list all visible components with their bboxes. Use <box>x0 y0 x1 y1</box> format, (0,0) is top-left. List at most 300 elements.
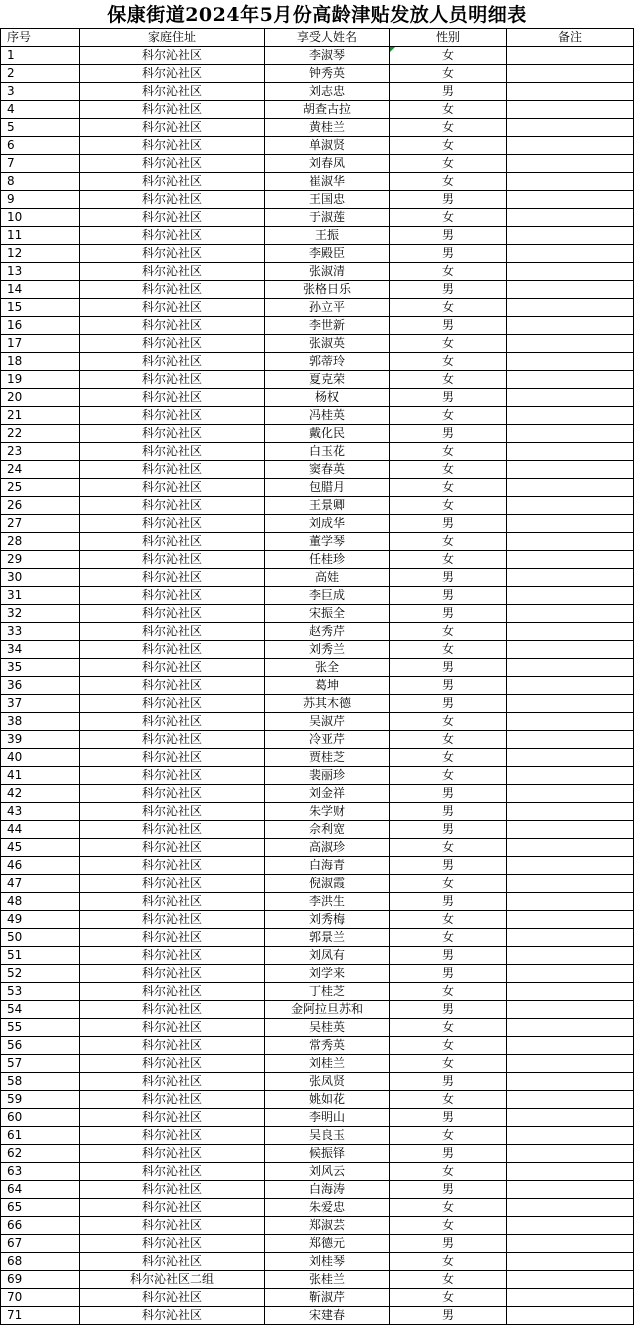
cell-gender[interactable]: 男 <box>390 785 507 803</box>
cell-gender[interactable]: 女 <box>390 911 507 929</box>
cell-name[interactable]: 王景卿 <box>265 497 390 515</box>
cell-address[interactable]: 科尔沁社区 <box>80 47 265 65</box>
cell-remark[interactable] <box>507 1127 634 1145</box>
cell-remark[interactable] <box>507 1181 634 1199</box>
cell-index[interactable]: 59 <box>1 1091 80 1109</box>
cell-index[interactable]: 64 <box>1 1181 80 1199</box>
cell-gender[interactable]: 女 <box>390 155 507 173</box>
cell-gender[interactable]: 男 <box>390 425 507 443</box>
cell-name[interactable]: 葛坤 <box>265 677 390 695</box>
cell-name[interactable]: 于淑莲 <box>265 209 390 227</box>
cell-address[interactable]: 科尔沁社区 <box>80 857 265 875</box>
cell-gender[interactable]: 女 <box>390 407 507 425</box>
cell-name[interactable]: 刘桂兰 <box>265 1055 390 1073</box>
cell-index[interactable]: 52 <box>1 965 80 983</box>
cell-name[interactable]: 单淑贤 <box>265 137 390 155</box>
cell-name[interactable]: 吴桂英 <box>265 1019 390 1037</box>
cell-remark[interactable] <box>507 605 634 623</box>
cell-name[interactable]: 刘春凤 <box>265 155 390 173</box>
cell-address[interactable]: 科尔沁社区 <box>80 1217 265 1235</box>
cell-index[interactable]: 67 <box>1 1235 80 1253</box>
cell-name[interactable]: 李巨成 <box>265 587 390 605</box>
cell-name[interactable]: 郑德元 <box>265 1235 390 1253</box>
cell-address[interactable]: 科尔沁社区 <box>80 569 265 587</box>
cell-address[interactable]: 科尔沁社区 <box>80 911 265 929</box>
cell-address[interactable]: 科尔沁社区 <box>80 83 265 101</box>
cell-gender[interactable]: 男 <box>390 1073 507 1091</box>
cell-address[interactable]: 科尔沁社区 <box>80 893 265 911</box>
header-index[interactable]: 序号 <box>1 29 80 47</box>
cell-name[interactable]: 郭景兰 <box>265 929 390 947</box>
cell-remark[interactable] <box>507 425 634 443</box>
cell-address[interactable]: 科尔沁社区 <box>80 191 265 209</box>
cell-address[interactable]: 科尔沁社区 <box>80 1145 265 1163</box>
cell-gender[interactable]: 男 <box>390 569 507 587</box>
cell-gender[interactable]: 女 <box>390 1253 507 1271</box>
cell-gender[interactable]: 男 <box>390 1235 507 1253</box>
cell-address[interactable]: 科尔沁社区 <box>80 1037 265 1055</box>
cell-index[interactable]: 14 <box>1 281 80 299</box>
cell-remark[interactable] <box>507 1217 634 1235</box>
cell-index[interactable]: 50 <box>1 929 80 947</box>
cell-index[interactable]: 45 <box>1 839 80 857</box>
cell-gender[interactable]: 女 <box>390 929 507 947</box>
cell-index[interactable]: 15 <box>1 299 80 317</box>
cell-gender[interactable]: 女 <box>390 101 507 119</box>
cell-remark[interactable] <box>507 785 634 803</box>
cell-remark[interactable] <box>507 983 634 1001</box>
cell-name[interactable]: 金阿拉旦苏和 <box>265 1001 390 1019</box>
cell-address[interactable]: 科尔沁社区 <box>80 353 265 371</box>
cell-gender[interactable]: 女 <box>390 749 507 767</box>
header-name[interactable]: 享受人姓名 <box>265 29 390 47</box>
cell-gender[interactable]: 女 <box>390 497 507 515</box>
cell-address[interactable]: 科尔沁社区 <box>80 1109 265 1127</box>
cell-index[interactable]: 65 <box>1 1199 80 1217</box>
cell-gender[interactable]: 女 <box>390 713 507 731</box>
cell-gender[interactable]: 男 <box>390 515 507 533</box>
cell-index[interactable]: 54 <box>1 1001 80 1019</box>
cell-address[interactable]: 科尔沁社区 <box>80 1181 265 1199</box>
cell-address[interactable]: 科尔沁社区 <box>80 677 265 695</box>
cell-name[interactable]: 杨权 <box>265 389 390 407</box>
cell-remark[interactable] <box>507 299 634 317</box>
cell-address[interactable]: 科尔沁社区 <box>80 659 265 677</box>
cell-address[interactable]: 科尔沁社区 <box>80 119 265 137</box>
cell-gender[interactable]: 男 <box>390 587 507 605</box>
cell-address[interactable]: 科尔沁社区 <box>80 533 265 551</box>
cell-name[interactable]: 刘成华 <box>265 515 390 533</box>
cell-index[interactable]: 7 <box>1 155 80 173</box>
cell-address[interactable]: 科尔沁社区 <box>80 479 265 497</box>
cell-remark[interactable] <box>507 497 634 515</box>
cell-index[interactable]: 68 <box>1 1253 80 1271</box>
cell-address[interactable]: 科尔沁社区 <box>80 1235 265 1253</box>
cell-name[interactable]: 刘学来 <box>265 965 390 983</box>
cell-gender[interactable]: 女 <box>390 47 507 65</box>
cell-remark[interactable] <box>507 245 634 263</box>
cell-gender[interactable]: 女 <box>390 353 507 371</box>
cell-address[interactable]: 科尔沁社区二组 <box>80 1271 265 1289</box>
cell-remark[interactable] <box>507 47 634 65</box>
cell-name[interactable]: 胡查古拉 <box>265 101 390 119</box>
cell-gender[interactable]: 女 <box>390 731 507 749</box>
cell-address[interactable]: 科尔沁社区 <box>80 425 265 443</box>
cell-remark[interactable] <box>507 173 634 191</box>
cell-gender[interactable]: 男 <box>390 695 507 713</box>
cell-index[interactable]: 19 <box>1 371 80 389</box>
cell-index[interactable]: 30 <box>1 569 80 587</box>
cell-name[interactable]: 朱爱忠 <box>265 1199 390 1217</box>
cell-index[interactable]: 18 <box>1 353 80 371</box>
cell-address[interactable]: 科尔沁社区 <box>80 1199 265 1217</box>
cell-name[interactable]: 白海青 <box>265 857 390 875</box>
cell-gender[interactable]: 女 <box>390 479 507 497</box>
cell-address[interactable]: 科尔沁社区 <box>80 1289 265 1307</box>
cell-gender[interactable]: 女 <box>390 1199 507 1217</box>
cell-remark[interactable] <box>507 569 634 587</box>
cell-address[interactable]: 科尔沁社区 <box>80 245 265 263</box>
cell-remark[interactable] <box>507 443 634 461</box>
cell-name[interactable]: 董学琴 <box>265 533 390 551</box>
cell-index[interactable]: 43 <box>1 803 80 821</box>
cell-index[interactable]: 29 <box>1 551 80 569</box>
cell-index[interactable]: 33 <box>1 623 80 641</box>
cell-index[interactable]: 51 <box>1 947 80 965</box>
cell-remark[interactable] <box>507 1271 634 1289</box>
cell-gender[interactable]: 女 <box>390 173 507 191</box>
cell-index[interactable]: 10 <box>1 209 80 227</box>
cell-remark[interactable] <box>507 1307 634 1325</box>
cell-index[interactable]: 12 <box>1 245 80 263</box>
cell-index[interactable]: 28 <box>1 533 80 551</box>
cell-index[interactable]: 63 <box>1 1163 80 1181</box>
cell-name[interactable]: 张淑英 <box>265 335 390 353</box>
cell-gender[interactable]: 男 <box>390 821 507 839</box>
cell-remark[interactable] <box>507 731 634 749</box>
cell-index[interactable]: 1 <box>1 47 80 65</box>
cell-address[interactable]: 科尔沁社区 <box>80 1001 265 1019</box>
cell-name[interactable]: 朱学财 <box>265 803 390 821</box>
cell-remark[interactable] <box>507 677 634 695</box>
cell-address[interactable]: 科尔沁社区 <box>80 587 265 605</box>
cell-remark[interactable] <box>507 407 634 425</box>
cell-name[interactable]: 夏克荣 <box>265 371 390 389</box>
cell-gender[interactable]: 男 <box>390 191 507 209</box>
cell-address[interactable]: 科尔沁社区 <box>80 839 265 857</box>
cell-gender[interactable]: 女 <box>390 839 507 857</box>
cell-index[interactable]: 17 <box>1 335 80 353</box>
cell-index[interactable]: 21 <box>1 407 80 425</box>
cell-name[interactable]: 戴化民 <box>265 425 390 443</box>
cell-remark[interactable] <box>507 641 634 659</box>
cell-name[interactable]: 黄桂兰 <box>265 119 390 137</box>
cell-gender[interactable]: 男 <box>390 965 507 983</box>
cell-gender[interactable]: 女 <box>390 1037 507 1055</box>
cell-address[interactable]: 科尔沁社区 <box>80 461 265 479</box>
header-address[interactable]: 家庭住址 <box>80 29 265 47</box>
cell-name[interactable]: 贾桂芝 <box>265 749 390 767</box>
cell-remark[interactable] <box>507 767 634 785</box>
cell-index[interactable]: 46 <box>1 857 80 875</box>
cell-name[interactable]: 吴良玉 <box>265 1127 390 1145</box>
cell-name[interactable]: 张格日乐 <box>265 281 390 299</box>
cell-name[interactable]: 孙立平 <box>265 299 390 317</box>
cell-remark[interactable] <box>507 551 634 569</box>
cell-index[interactable]: 40 <box>1 749 80 767</box>
cell-gender[interactable]: 女 <box>390 371 507 389</box>
cell-gender[interactable]: 男 <box>390 1181 507 1199</box>
cell-name[interactable]: 裴丽珍 <box>265 767 390 785</box>
cell-index[interactable]: 69 <box>1 1271 80 1289</box>
cell-gender[interactable]: 女 <box>390 1055 507 1073</box>
cell-index[interactable]: 16 <box>1 317 80 335</box>
cell-index[interactable]: 35 <box>1 659 80 677</box>
cell-address[interactable]: 科尔沁社区 <box>80 803 265 821</box>
cell-name[interactable]: 张凤贤 <box>265 1073 390 1091</box>
cell-remark[interactable] <box>507 155 634 173</box>
cell-remark[interactable] <box>507 1019 634 1037</box>
cell-name[interactable]: 郑淑芸 <box>265 1217 390 1235</box>
cell-index[interactable]: 13 <box>1 263 80 281</box>
cell-name[interactable]: 常秀英 <box>265 1037 390 1055</box>
cell-remark[interactable] <box>507 929 634 947</box>
cell-remark[interactable] <box>507 965 634 983</box>
cell-address[interactable]: 科尔沁社区 <box>80 1307 265 1325</box>
cell-index[interactable]: 66 <box>1 1217 80 1235</box>
cell-gender[interactable]: 女 <box>390 299 507 317</box>
cell-index[interactable]: 6 <box>1 137 80 155</box>
cell-gender[interactable]: 女 <box>390 1127 507 1145</box>
cell-index[interactable]: 32 <box>1 605 80 623</box>
cell-address[interactable]: 科尔沁社区 <box>80 929 265 947</box>
cell-index[interactable]: 27 <box>1 515 80 533</box>
cell-remark[interactable] <box>507 101 634 119</box>
cell-remark[interactable] <box>507 227 634 245</box>
cell-name[interactable]: 刘桂琴 <box>265 1253 390 1271</box>
cell-name[interactable]: 刘风云 <box>265 1163 390 1181</box>
cell-remark[interactable] <box>507 515 634 533</box>
cell-remark[interactable] <box>507 317 634 335</box>
cell-name[interactable]: 姚如花 <box>265 1091 390 1109</box>
cell-index[interactable]: 5 <box>1 119 80 137</box>
cell-name[interactable]: 赵秀芹 <box>265 623 390 641</box>
cell-index[interactable]: 62 <box>1 1145 80 1163</box>
cell-gender[interactable]: 男 <box>390 803 507 821</box>
cell-remark[interactable] <box>507 803 634 821</box>
cell-name[interactable]: 张全 <box>265 659 390 677</box>
cell-address[interactable]: 科尔沁社区 <box>80 623 265 641</box>
cell-remark[interactable] <box>507 65 634 83</box>
cell-name[interactable]: 刘秀梅 <box>265 911 390 929</box>
cell-address[interactable]: 科尔沁社区 <box>80 551 265 569</box>
cell-gender[interactable]: 女 <box>390 1289 507 1307</box>
cell-gender[interactable]: 女 <box>390 65 507 83</box>
cell-index[interactable]: 22 <box>1 425 80 443</box>
cell-index[interactable]: 9 <box>1 191 80 209</box>
cell-address[interactable]: 科尔沁社区 <box>80 695 265 713</box>
cell-address[interactable]: 科尔沁社区 <box>80 497 265 515</box>
cell-remark[interactable] <box>507 1001 634 1019</box>
cell-address[interactable]: 科尔沁社区 <box>80 1127 265 1145</box>
cell-address[interactable]: 科尔沁社区 <box>80 299 265 317</box>
cell-remark[interactable] <box>507 1235 634 1253</box>
cell-remark[interactable] <box>507 821 634 839</box>
cell-remark[interactable] <box>507 263 634 281</box>
cell-name[interactable]: 吴淑芹 <box>265 713 390 731</box>
cell-name[interactable]: 冷亚芹 <box>265 731 390 749</box>
cell-address[interactable]: 科尔沁社区 <box>80 173 265 191</box>
cell-gender[interactable]: 男 <box>390 893 507 911</box>
cell-index[interactable]: 49 <box>1 911 80 929</box>
cell-index[interactable]: 55 <box>1 1019 80 1037</box>
cell-gender[interactable]: 女 <box>390 623 507 641</box>
cell-index[interactable]: 31 <box>1 587 80 605</box>
cell-remark[interactable] <box>507 623 634 641</box>
cell-remark[interactable] <box>507 83 634 101</box>
cell-name[interactable]: 郭蒂玲 <box>265 353 390 371</box>
cell-remark[interactable] <box>507 353 634 371</box>
cell-name[interactable]: 李明山 <box>265 1109 390 1127</box>
cell-index[interactable]: 24 <box>1 461 80 479</box>
cell-gender[interactable]: 男 <box>390 605 507 623</box>
cell-address[interactable]: 科尔沁社区 <box>80 65 265 83</box>
cell-gender[interactable]: 女 <box>390 137 507 155</box>
cell-index[interactable]: 37 <box>1 695 80 713</box>
cell-address[interactable]: 科尔沁社区 <box>80 335 265 353</box>
cell-remark[interactable] <box>507 1037 634 1055</box>
cell-index[interactable]: 26 <box>1 497 80 515</box>
cell-gender[interactable]: 男 <box>390 857 507 875</box>
cell-index[interactable]: 56 <box>1 1037 80 1055</box>
cell-index[interactable]: 47 <box>1 875 80 893</box>
cell-gender[interactable]: 男 <box>390 1145 507 1163</box>
cell-remark[interactable] <box>507 1109 634 1127</box>
cell-gender[interactable]: 女 <box>390 767 507 785</box>
cell-name[interactable]: 苏其木德 <box>265 695 390 713</box>
cell-address[interactable]: 科尔沁社区 <box>80 1091 265 1109</box>
cell-gender[interactable]: 女 <box>390 443 507 461</box>
cell-gender[interactable]: 女 <box>390 1091 507 1109</box>
cell-index[interactable]: 8 <box>1 173 80 191</box>
cell-index[interactable]: 3 <box>1 83 80 101</box>
cell-index[interactable]: 53 <box>1 983 80 1001</box>
cell-gender[interactable]: 男 <box>390 1307 507 1325</box>
cell-name[interactable]: 宋振全 <box>265 605 390 623</box>
cell-remark[interactable] <box>507 947 634 965</box>
cell-gender[interactable]: 男 <box>390 389 507 407</box>
cell-gender[interactable]: 男 <box>390 659 507 677</box>
cell-remark[interactable] <box>507 1163 634 1181</box>
cell-remark[interactable] <box>507 659 634 677</box>
cell-address[interactable]: 科尔沁社区 <box>80 407 265 425</box>
cell-gender[interactable]: 女 <box>390 1163 507 1181</box>
cell-gender[interactable]: 女 <box>390 119 507 137</box>
cell-name[interactable]: 包腊月 <box>265 479 390 497</box>
cell-address[interactable]: 科尔沁社区 <box>80 263 265 281</box>
cell-gender[interactable]: 女 <box>390 1019 507 1037</box>
cell-index[interactable]: 36 <box>1 677 80 695</box>
cell-gender[interactable]: 女 <box>390 641 507 659</box>
cell-name[interactable]: 丁桂芝 <box>265 983 390 1001</box>
cell-name[interactable]: 冯桂英 <box>265 407 390 425</box>
cell-index[interactable]: 11 <box>1 227 80 245</box>
cell-name[interactable]: 李洪生 <box>265 893 390 911</box>
cell-remark[interactable] <box>507 281 634 299</box>
cell-gender[interactable]: 女 <box>390 875 507 893</box>
cell-address[interactable]: 科尔沁社区 <box>80 605 265 623</box>
cell-remark[interactable] <box>507 335 634 353</box>
cell-address[interactable]: 科尔沁社区 <box>80 749 265 767</box>
cell-remark[interactable] <box>507 137 634 155</box>
cell-gender[interactable]: 男 <box>390 281 507 299</box>
cell-gender[interactable]: 女 <box>390 461 507 479</box>
cell-address[interactable]: 科尔沁社区 <box>80 317 265 335</box>
cell-index[interactable]: 70 <box>1 1289 80 1307</box>
cell-remark[interactable] <box>507 371 634 389</box>
cell-name[interactable]: 张桂兰 <box>265 1271 390 1289</box>
cell-remark[interactable] <box>507 1199 634 1217</box>
cell-remark[interactable] <box>507 1253 634 1271</box>
cell-index[interactable]: 2 <box>1 65 80 83</box>
cell-remark[interactable] <box>507 209 634 227</box>
cell-gender[interactable]: 女 <box>390 209 507 227</box>
cell-name[interactable]: 李殿臣 <box>265 245 390 263</box>
cell-name[interactable]: 钟秀英 <box>265 65 390 83</box>
cell-index[interactable]: 48 <box>1 893 80 911</box>
cell-remark[interactable] <box>507 389 634 407</box>
cell-name[interactable]: 李淑琴 <box>265 47 390 65</box>
cell-remark[interactable] <box>507 1055 634 1073</box>
cell-remark[interactable] <box>507 1145 634 1163</box>
cell-name[interactable]: 白玉花 <box>265 443 390 461</box>
cell-name[interactable]: 白海涛 <box>265 1181 390 1199</box>
cell-name[interactable]: 王国忠 <box>265 191 390 209</box>
cell-address[interactable]: 科尔沁社区 <box>80 227 265 245</box>
cell-gender[interactable]: 男 <box>390 317 507 335</box>
cell-index[interactable]: 38 <box>1 713 80 731</box>
cell-index[interactable]: 34 <box>1 641 80 659</box>
cell-index[interactable]: 25 <box>1 479 80 497</box>
cell-gender[interactable]: 男 <box>390 83 507 101</box>
cell-address[interactable]: 科尔沁社区 <box>80 101 265 119</box>
cell-remark[interactable] <box>507 911 634 929</box>
cell-remark[interactable] <box>507 839 634 857</box>
cell-remark[interactable] <box>507 893 634 911</box>
cell-index[interactable]: 20 <box>1 389 80 407</box>
cell-name[interactable]: 宋建春 <box>265 1307 390 1325</box>
cell-gender[interactable]: 女 <box>390 551 507 569</box>
cell-name[interactable]: 任桂珍 <box>265 551 390 569</box>
cell-gender[interactable]: 女 <box>390 263 507 281</box>
cell-address[interactable]: 科尔沁社区 <box>80 155 265 173</box>
cell-address[interactable]: 科尔沁社区 <box>80 641 265 659</box>
cell-name[interactable]: 王振 <box>265 227 390 245</box>
cell-address[interactable]: 科尔沁社区 <box>80 1163 265 1181</box>
cell-remark[interactable] <box>507 533 634 551</box>
cell-index[interactable]: 39 <box>1 731 80 749</box>
cell-address[interactable]: 科尔沁社区 <box>80 983 265 1001</box>
cell-name[interactable]: 倪淑霞 <box>265 875 390 893</box>
cell-address[interactable]: 科尔沁社区 <box>80 731 265 749</box>
cell-remark[interactable] <box>507 857 634 875</box>
cell-index[interactable]: 58 <box>1 1073 80 1091</box>
cell-remark[interactable] <box>507 1091 634 1109</box>
cell-index[interactable]: 57 <box>1 1055 80 1073</box>
cell-name[interactable]: 候振铎 <box>265 1145 390 1163</box>
cell-name[interactable]: 崔淑华 <box>265 173 390 191</box>
cell-address[interactable]: 科尔沁社区 <box>80 875 265 893</box>
